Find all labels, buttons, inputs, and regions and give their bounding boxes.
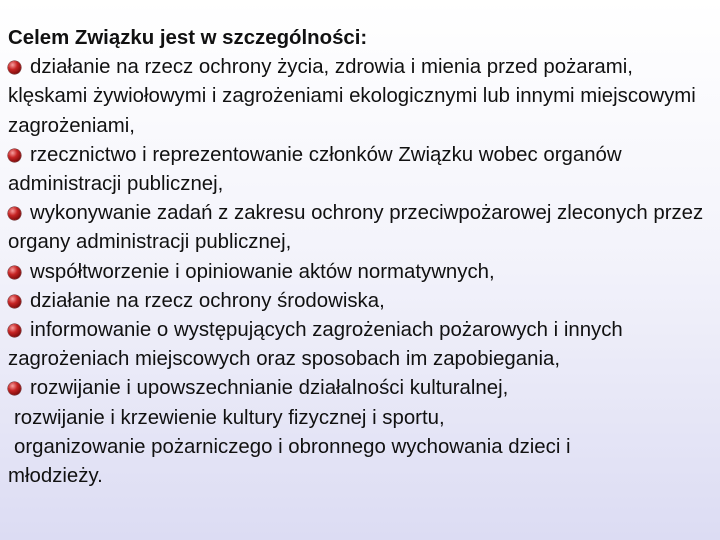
- list-item-text: informowanie o występujących zagrożeniach pożarowych i innych zagrożeniach miejscowych oraz sposobach im zapobiegania,: [8, 319, 623, 371]
- red-sphere-bullet-icon: [8, 266, 21, 279]
- list-item-text: rozwijanie i upowszechnianie działalności kulturalnej,: [30, 377, 509, 400]
- list-item: [8, 141, 714, 199]
- continuation-line: młodzieży.: [8, 465, 103, 488]
- list-item: [8, 258, 714, 287]
- list-item-text: działanie na rzecz ochrony środowiska,: [30, 289, 385, 312]
- list-item-text: wykonywanie zadań z zakresu ochrony przeciwpożarowej zleconych przez organy administracji publicznej,: [8, 202, 704, 254]
- slide-heading: Celem Związku jest w szczególności:: [8, 27, 368, 49]
- list-item: [8, 374, 714, 403]
- list-item-text: rzecznictwo i reprezentowanie członków Związku wobec organów administracji publicznej,: [8, 143, 622, 196]
- continuation-line: organizowanie pożarniczego i obronnego wychowania dzieci i: [14, 435, 571, 458]
- red-sphere-bullet-icon: [8, 61, 21, 74]
- red-sphere-bullet-icon: [8, 149, 21, 162]
- red-sphere-bullet-icon: [8, 295, 21, 308]
- list-item-text: działanie na rzecz ochrony życia, zdrowia i mienia przed pożarami, klęskami żywiołowymi i zagrożeniami ekologicznymi lub innymi miejscowymi zagrożeniami,: [8, 56, 696, 137]
- list-item: [8, 53, 714, 141]
- slide-content: [8, 24, 714, 491]
- list-item: [8, 316, 714, 374]
- red-sphere-bullet-icon: [8, 207, 21, 220]
- list-item: [8, 199, 714, 257]
- red-sphere-bullet-icon: [8, 382, 21, 395]
- list-item-text: współtworzenie i opiniowanie aktów normatywnych,: [30, 260, 495, 283]
- red-sphere-bullet-icon: [8, 324, 21, 337]
- list-item: [8, 287, 714, 316]
- continuation-line: rozwijanie i krzewienie kultury fizycznej i sportu,: [14, 406, 445, 429]
